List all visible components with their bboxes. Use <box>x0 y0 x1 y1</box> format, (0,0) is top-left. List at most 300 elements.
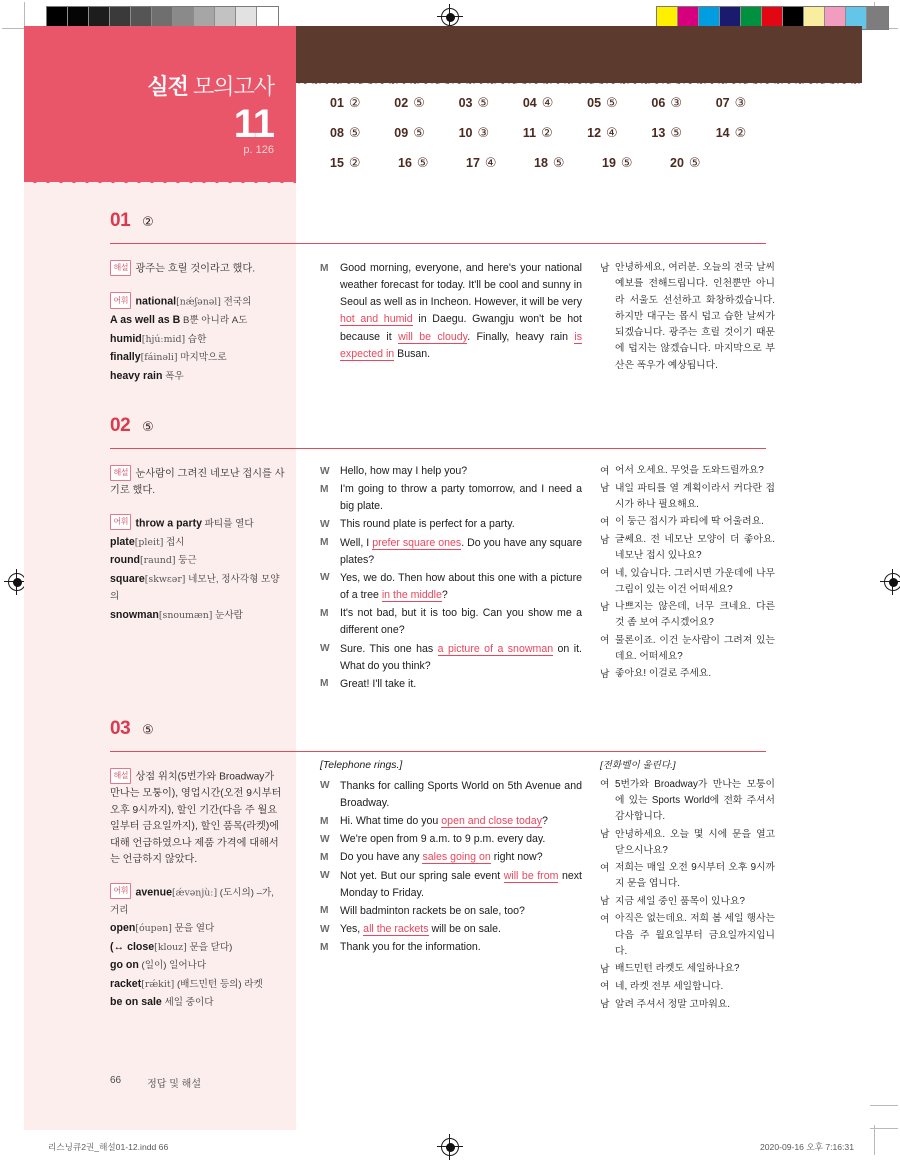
script-text-run: . Do you have any square plates? <box>340 536 582 566</box>
script-text-run: Thanks for calling Sports World on 5th Avenue and Broadway. <box>340 779 582 809</box>
vocabulary-pronunciation: [ǽvənjùː] <box>171 887 218 899</box>
translation-text: 안녕하세요. 오늘 몇 시에 문을 열고 닫으시나요? <box>615 828 775 856</box>
answer-key-item <box>330 95 394 111</box>
english-script <box>320 463 582 694</box>
translation-line <box>600 633 775 666</box>
vocabulary-badge: 어휘 <box>110 292 131 309</box>
answer-key-number: 11 <box>522 126 537 140</box>
vocabulary-meaning: 둥근 <box>175 555 197 567</box>
answer-key-number: 16 <box>398 156 412 170</box>
imprint-filename: 리스닝큐2권_해설01-12.indd 66 <box>48 1142 169 1152</box>
question-number: 01 <box>110 210 131 231</box>
page-reference: p. 126 <box>243 144 274 156</box>
answer-key-number: 20 <box>670 156 684 170</box>
translation-text: 나쁘지는 않은데, 너무 크네요. 다른 것 좀 보여 주시겠어요? <box>615 601 775 629</box>
speaker-label: W <box>320 780 330 792</box>
answer-key-item <box>330 125 394 141</box>
answer-key-number: 14 <box>715 126 730 140</box>
stage-direction: [Telephone rings.] <box>320 760 403 771</box>
translation-text: 안녕하세요, 여러분. 오늘의 전국 날씨 예보를 전해드립니다. 인천뿐만 아니라 서울도 선선하고 화창하겠습니다. 하지만 대구는 몹시 덥고 습한 날씨가 되겠습니다. 광주는 흐릴 것이기 때문에 덥지는 않겠습니다. 마지막으로 부산은 폭우가 예상됩니다. <box>615 262 775 371</box>
vocabulary-pronunciation: [fáinəli] <box>140 352 178 364</box>
script-text-run: in Daegu. Gwangju won't be hot because it <box>340 313 582 343</box>
vocabulary-word: heavy rain <box>110 369 163 382</box>
translation-text: 알려 주셔서 정말 고마워요. <box>615 998 730 1010</box>
speaker-label-translation: 남 <box>600 999 610 1011</box>
script-line <box>320 868 582 902</box>
speaker-label: W <box>320 465 330 477</box>
script-text <box>340 481 582 515</box>
translation-text: 지금 세일 중인 품목이 있나요? <box>615 895 745 907</box>
answer-key-item <box>459 125 523 141</box>
answer-key-item <box>716 95 780 111</box>
script-text-run: right now? <box>490 851 543 864</box>
script-text-run: ? <box>542 815 548 828</box>
stage-direction-translation: [전화벨이 울린다.] <box>600 760 676 771</box>
speaker-label: W <box>320 572 330 584</box>
answer-key-item <box>534 155 602 171</box>
script-text <box>340 778 582 812</box>
script-text-run: on it. What do you think? <box>340 642 582 672</box>
vocabulary-meaning: 파티를 열다 <box>202 518 254 530</box>
translation-text: 네, 있습니다. 그러시면 가운데에 나무 그림이 있는 이건 어떠세요? <box>615 567 775 595</box>
answer-key-item <box>587 125 651 141</box>
translation-line <box>600 463 775 480</box>
answer-key-number: 17 <box>466 156 480 170</box>
vocabulary-meaning: 눈사람 <box>212 609 243 621</box>
answer-key-choice: ③ <box>734 95 747 110</box>
highlighted-answer-phrase: will be cloudy <box>398 330 468 343</box>
translation-line <box>600 566 775 599</box>
vocabulary-pronunciation: [pleit] <box>134 536 164 548</box>
translation-text: 저희는 매일 오전 9시부터 오후 9시까지 문을 엽니다. <box>615 862 775 890</box>
speaker-label-translation: 여 <box>600 779 610 791</box>
speaker-label: W <box>320 923 330 935</box>
vocabulary-word: finally <box>110 351 141 364</box>
answer-key-choice: ⑤ <box>606 95 618 110</box>
vocabulary-word: racket <box>110 977 142 990</box>
vocabulary-pronunciation: [nǽʃənəl] <box>176 296 221 308</box>
script-text-run: Not yet. But our spring sale event <box>340 869 504 882</box>
script-line <box>320 778 582 812</box>
question-divider <box>110 243 766 244</box>
script-line <box>320 921 582 938</box>
speaker-label: W <box>320 870 330 882</box>
crop-mark-bottom-right-1 <box>870 1105 898 1106</box>
english-script <box>320 260 582 364</box>
vocabulary-meaning: 폭우 <box>162 370 184 382</box>
translation-line <box>600 860 775 893</box>
translation-text: 어서 오세요. 무엇을 도와드릴까요? <box>615 465 764 476</box>
answer-key-choice: ⑤ <box>620 155 633 170</box>
vocabulary-list <box>110 292 285 385</box>
question-divider <box>110 751 766 752</box>
korean-translation <box>600 260 775 375</box>
answer-key-choice: ④ <box>606 125 618 140</box>
script-text <box>340 605 582 639</box>
highlighted-answer-phrase: a picture of a snowman <box>437 642 554 655</box>
highlighted-answer-phrase: is expected in <box>340 330 583 360</box>
translation-text: 좋아요! 이걸로 주세요. <box>615 668 712 679</box>
vocabulary-word: humid <box>110 332 142 345</box>
vocabulary-pronunciation: [hjúːmid] <box>141 333 186 345</box>
vocabulary-meaning: B뿐 아니라 A도 <box>180 315 248 327</box>
translation-line <box>600 894 775 911</box>
registration-mark-top <box>441 8 459 26</box>
vocabulary-meaning: 마지막으로 <box>177 352 227 364</box>
answer-key-number: 07 <box>715 96 730 110</box>
question-header <box>110 718 154 740</box>
answer-key-row <box>330 155 780 171</box>
explanation-text <box>110 260 285 278</box>
vocabulary-word: plate <box>110 535 135 548</box>
explanation-badge: 해설 <box>110 260 131 276</box>
translation-line <box>600 777 775 826</box>
vocabulary-meaning: 세일 중이다 <box>161 997 214 1009</box>
vocabulary-word: snowman <box>110 608 159 621</box>
script-text-run: Well, I <box>340 536 373 549</box>
script-line <box>320 605 582 639</box>
script-text-run: Great! I'll take it. <box>340 677 417 690</box>
answer-key-number: 05 <box>587 96 602 110</box>
answer-key-item <box>394 125 458 141</box>
script-text-run: will be on sale. <box>428 923 501 936</box>
answer-key-choice: ⑤ <box>348 125 361 140</box>
vocabulary-badge: 어휘 <box>110 883 131 900</box>
answer-key-number: 12 <box>587 126 602 140</box>
translation-line <box>600 979 775 996</box>
speaker-label: M <box>320 905 329 917</box>
translation-line <box>600 599 775 632</box>
script-text-run: Sure. This one has <box>340 642 438 655</box>
speaker-label-translation: 여 <box>600 465 610 477</box>
translation-line <box>600 532 775 565</box>
vocabulary-meaning: 습한 <box>185 333 207 345</box>
script-text-run: Will badminton rackets be on sale, too? <box>340 904 525 917</box>
crop-mark-bottom-right-v <box>874 1125 875 1155</box>
script-text <box>340 516 582 533</box>
vocabulary-word: avenue <box>135 886 172 899</box>
highlighted-answer-phrase: prefer square ones <box>372 536 462 549</box>
page-title <box>147 76 274 144</box>
translation-text: 아직은 없는데요. 저희 봄 세일 행사는 다음 주 월요일부터 금요일까지입니다. <box>615 913 775 957</box>
explanation-column <box>110 768 285 1012</box>
script-text-run: ? <box>441 589 448 602</box>
vocabulary-meaning: 전국의 <box>220 296 252 308</box>
script-line <box>320 516 582 533</box>
speaker-label-translation: 여 <box>600 913 610 925</box>
script-text-run: This round plate is perfect for a party. <box>340 518 515 531</box>
answer-key-number: 13 <box>651 126 666 140</box>
title-number: 11 <box>233 102 274 146</box>
answer-key-choice: ④ <box>484 155 497 170</box>
vocabulary-badge: 어휘 <box>110 514 131 531</box>
explanation-body: 상점 위치(5번가와 Broadway가 만나는 모퉁이), 영업시간(오전 9시부터 오후 9시까지), 할인 기간(다음 주 월요일부터 금요일까지), 할인 품목(라켓)에 대해 언급하였으나 제품 가격에 대해서는 언급하지 않았다. <box>110 771 282 866</box>
answer-key-item <box>398 155 466 171</box>
footer-section-label: 정답 및 해설 <box>147 1079 201 1090</box>
script-text <box>340 831 582 848</box>
question-divider <box>110 448 766 449</box>
speaker-label: W <box>320 518 330 530</box>
header-red-panel <box>24 26 296 182</box>
question-answer: ⑤ <box>142 419 154 434</box>
answer-key-choice: ⑤ <box>416 155 429 170</box>
script-line <box>320 813 582 830</box>
script-line <box>320 676 582 693</box>
explanation-badge: 해설 <box>110 768 131 784</box>
question-answer: ⑤ <box>142 722 154 737</box>
script-line <box>320 481 582 515</box>
speaker-label: W <box>320 643 330 655</box>
script-text <box>340 813 582 830</box>
title-light: 모의고사 <box>192 74 274 99</box>
answer-key-number: 18 <box>534 156 548 170</box>
vocabulary-word: go on <box>110 959 139 972</box>
english-script <box>320 758 582 957</box>
vocabulary-pronunciation: [rǽkit] <box>141 978 175 990</box>
answer-key-item <box>602 155 670 171</box>
vocabulary-word: A as well as B <box>110 314 181 327</box>
answer-key-choice: ⑤ <box>552 155 565 170</box>
script-line <box>320 903 582 920</box>
vocabulary-word: (↔ close <box>110 940 155 953</box>
page-footer <box>110 1075 201 1090</box>
speaker-label-translation: 여 <box>600 568 610 579</box>
translation-text: 5번가와 Broadway가 만나는 모퉁이에 있는 Sports World에 전화 주셔서 감사합니다. <box>615 778 775 823</box>
answer-key-choice: ② <box>734 125 747 140</box>
vocabulary-word: round <box>110 554 141 567</box>
vocabulary-meaning: 문을 열다 <box>171 923 215 935</box>
answer-key-number: 19 <box>602 156 616 170</box>
script-text <box>340 939 582 956</box>
highlighted-answer-phrase: in the middle <box>381 589 442 602</box>
korean-translation <box>600 463 775 684</box>
script-text <box>340 463 582 480</box>
answer-key-item <box>394 95 458 111</box>
vocabulary-pronunciation: [snoumæn] <box>158 609 213 621</box>
registration-mark-right <box>884 573 900 591</box>
korean-translation <box>600 758 775 1014</box>
script-line <box>320 570 582 604</box>
script-text-run: Hello, how may I help you? <box>340 465 468 477</box>
answer-key-item <box>651 125 715 141</box>
speaker-label-translation: 여 <box>600 516 610 528</box>
vocabulary-word: square <box>110 572 145 585</box>
speaker-label: M <box>320 678 329 690</box>
speaker-label-translation: 남 <box>600 668 610 680</box>
answer-key-item <box>330 155 398 171</box>
vocabulary-pronunciation: [raund] <box>140 555 176 567</box>
translation-text: 물론이죠. 이건 눈사람이 그려져 있는데요. 어떠세요? <box>615 634 775 662</box>
vocabulary-word: throw a party <box>135 517 202 530</box>
answer-key-choice: ⑤ <box>413 125 425 140</box>
vocabulary-word: be on sale <box>110 996 162 1009</box>
script-text-run: We're open from 9 a.m. to 9 p.m. every day. <box>340 833 546 846</box>
answer-key-number: 03 <box>458 96 473 110</box>
registration-mark-bottom <box>441 1138 459 1156</box>
speaker-label: M <box>320 815 329 827</box>
explanation-text <box>110 768 285 869</box>
answer-key-choice: ② <box>348 95 361 110</box>
question-header <box>110 415 154 437</box>
vocabulary-pronunciation: [skwɛər] <box>144 573 186 585</box>
vocabulary-pronunciation: [óupən] <box>135 923 172 935</box>
highlighted-answer-phrase: sales going on <box>422 851 491 864</box>
translation-text: 이 둥근 접시가 파티에 딱 어울려요. <box>615 516 764 528</box>
answer-key-choice: ⑤ <box>688 155 701 170</box>
script-text-run: Busan. <box>394 347 431 360</box>
script-text <box>340 921 582 938</box>
speaker-label: M <box>320 607 329 619</box>
answer-key-number: 01 <box>330 96 344 110</box>
explanation-text <box>110 465 285 500</box>
script-text <box>340 260 582 363</box>
answer-key-number: 15 <box>330 156 344 170</box>
answer-key-row <box>330 125 780 141</box>
vocabulary-meaning: (일이) 일어나다 <box>138 960 207 972</box>
footer-page-number: 66 <box>110 1075 122 1086</box>
answer-key-number: 02 <box>394 96 409 110</box>
answer-key-item <box>523 125 587 141</box>
question-answer: ② <box>142 214 154 229</box>
speaker-label-translation: 남 <box>600 963 610 975</box>
highlighted-answer-phrase: all the rackets <box>363 923 429 936</box>
translation-line <box>600 961 775 978</box>
answer-key-item <box>587 95 651 111</box>
highlighted-answer-phrase: open and close today <box>441 815 542 828</box>
speaker-label: M <box>320 941 329 953</box>
script-text <box>340 570 582 604</box>
explanation-column <box>110 260 285 385</box>
answer-key-item <box>651 95 715 111</box>
translation-line <box>600 666 775 683</box>
translation-line <box>600 997 775 1014</box>
speaker-label: M <box>320 483 329 495</box>
script-line <box>320 535 582 569</box>
vocabulary-meaning: 문을 닫다) <box>186 941 233 953</box>
speaker-label-translation: 남 <box>600 896 610 908</box>
script-line <box>320 939 582 956</box>
answer-key-choice: ⑤ <box>670 125 682 140</box>
translation-text: 글쎄요. 전 네모난 모양이 더 좋아요. 네모난 접시 있나요? <box>615 534 775 562</box>
title-bold: 실전 <box>147 74 188 99</box>
script-text-run: Hi. What time do you <box>340 815 442 828</box>
script-text-run: Do you have any <box>340 851 423 864</box>
answer-key-row <box>330 95 780 111</box>
explanation-body: 광주는 흐릴 것이라고 했다. <box>135 263 256 275</box>
explanation-column <box>110 465 285 624</box>
answer-key-choice: ② <box>348 155 361 170</box>
answer-key-item <box>466 155 534 171</box>
answer-key-choice: ③ <box>670 95 682 110</box>
answer-key-grid <box>330 95 780 185</box>
translation-text: 네, 라켓 전부 세일합니다. <box>615 980 724 992</box>
question-header <box>110 210 154 232</box>
speaker-label-translation: 남 <box>600 601 610 613</box>
vocabulary-meaning: 네모난, 정사각형 모양의 <box>110 573 280 603</box>
script-text <box>340 535 582 569</box>
script-text-run: Good morning, everyone, and here's your national weather forecast for today. It'll be cool and sunny in Seoul as well as in Incheon. However, it will be very <box>340 262 583 309</box>
question-number: 02 <box>110 415 131 436</box>
translation-line <box>600 260 775 374</box>
script-text-run: next Monday to Friday. <box>340 869 582 899</box>
speaker-label-translation: 남 <box>600 829 610 841</box>
speaker-label-translation: 여 <box>600 862 610 874</box>
explanation-badge: 해설 <box>110 465 131 481</box>
script-text-run: I'm going to throw a party tomorrow, and I need a big plate. <box>340 483 582 513</box>
translation-text: 배드민턴 라켓도 세일하나요? <box>615 963 740 975</box>
answer-key-number: 04 <box>522 96 537 110</box>
script-text <box>340 868 582 902</box>
translation-line <box>600 911 775 960</box>
imprint-timestamp: 2020-09-16 오후 7:16:31 <box>759 1142 854 1152</box>
script-line <box>320 641 582 675</box>
script-text-run: Yes, <box>340 923 364 936</box>
script-text <box>340 903 582 920</box>
calibration-swatch <box>867 7 888 29</box>
script-line <box>320 463 582 480</box>
speaker-label-translation: 여 <box>600 981 610 993</box>
explanation-body: 눈사람이 그려진 네모난 접시를 사기로 했다. <box>110 468 285 497</box>
script-text-run: It's not bad, but it is too big. Can you show me a different one? <box>340 607 582 637</box>
script-line <box>320 849 582 866</box>
question-number: 03 <box>110 718 131 739</box>
answer-key-item <box>716 125 780 141</box>
answer-key-number: 10 <box>458 126 473 140</box>
speaker-label-translation: 여 <box>600 635 610 646</box>
script-text <box>340 849 582 866</box>
highlighted-answer-phrase: hot and humid <box>340 313 413 326</box>
vocabulary-word: national <box>135 295 177 308</box>
vocabulary-meaning: 접시 <box>163 536 185 548</box>
speaker-label: W <box>320 833 330 845</box>
speaker-label-translation: 남 <box>600 262 610 274</box>
vocabulary-list <box>110 514 285 625</box>
translation-line <box>600 481 775 514</box>
answer-key-choice: ③ <box>477 125 490 140</box>
translation-line <box>600 514 775 531</box>
script-line <box>320 831 582 848</box>
answer-key-choice: ② <box>541 125 553 140</box>
speaker-label-translation: 남 <box>600 483 610 495</box>
translation-line <box>600 827 775 860</box>
script-line <box>320 260 582 363</box>
speaker-label-translation: 남 <box>600 534 610 546</box>
answer-key-item <box>523 95 587 111</box>
script-text-run: Thank you for the information. <box>340 941 481 954</box>
vocabulary-word: open <box>110 922 136 935</box>
answer-key-number: 06 <box>651 96 666 110</box>
script-text <box>340 641 582 675</box>
vocabulary-meaning: (배드민턴 등의) 라켓 <box>174 978 263 990</box>
speaker-label: M <box>320 851 329 863</box>
answer-key-item <box>670 155 738 171</box>
vocabulary-pronunciation: [klouz] <box>154 941 187 953</box>
answer-key-choice: ④ <box>541 95 554 110</box>
script-text <box>340 676 582 693</box>
answer-key-choice: ⑤ <box>413 95 425 110</box>
script-text-run: Yes, we do. Then how about this one with a picture of a tree <box>340 571 582 602</box>
vocabulary-list <box>110 883 285 1012</box>
answer-key-number: 09 <box>394 126 409 140</box>
speaker-label: M <box>320 262 329 274</box>
translation-text: 내일 파티를 열 계획이라서 커다란 접시가 하나 필요해요. <box>615 482 775 510</box>
answer-key-choice: ⑤ <box>477 95 490 110</box>
speaker-label: M <box>320 537 329 549</box>
answer-key-number: 08 <box>330 126 344 140</box>
highlighted-answer-phrase: will be from <box>503 869 559 882</box>
vocabulary-meaning: (도시의) –가, 거리 <box>110 887 274 916</box>
header-brown-band <box>296 26 862 83</box>
